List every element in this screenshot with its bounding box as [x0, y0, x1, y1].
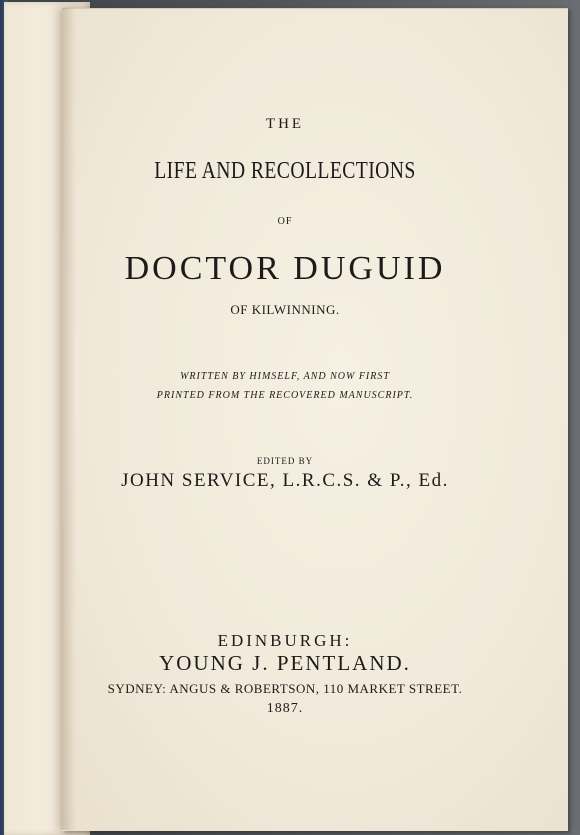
title-the: THE — [265, 116, 305, 132]
publisher-city: EDINBURGH: — [217, 631, 353, 650]
subject-place: OF KILWINNING. — [230, 302, 340, 317]
publisher-name: YOUNG J. PENTLAND. — [159, 651, 411, 675]
edited-by-label: EDITED BY — [256, 456, 314, 466]
authorship-note-line-2: PRINTED FROM THE RECOVERED MANUSCRIPT. — [156, 390, 414, 401]
subject-name: DOCTOR DUGUID — [124, 250, 446, 287]
publication-year: 1887. — [266, 701, 304, 716]
agents-line: SYDNEY: ANGUS & ROBERTSON, 110 MARKET STREET. — [107, 681, 463, 696]
title-of: OF — [277, 216, 293, 227]
editor-name: JOHN SERVICE, L.R.C.S. & P., Ed. — [121, 470, 449, 491]
main-title: LIFE AND RECOLLECTIONS — [154, 158, 416, 184]
authorship-note-line-1: WRITTEN BY HIMSELF, AND NOW FIRST — [180, 371, 390, 382]
